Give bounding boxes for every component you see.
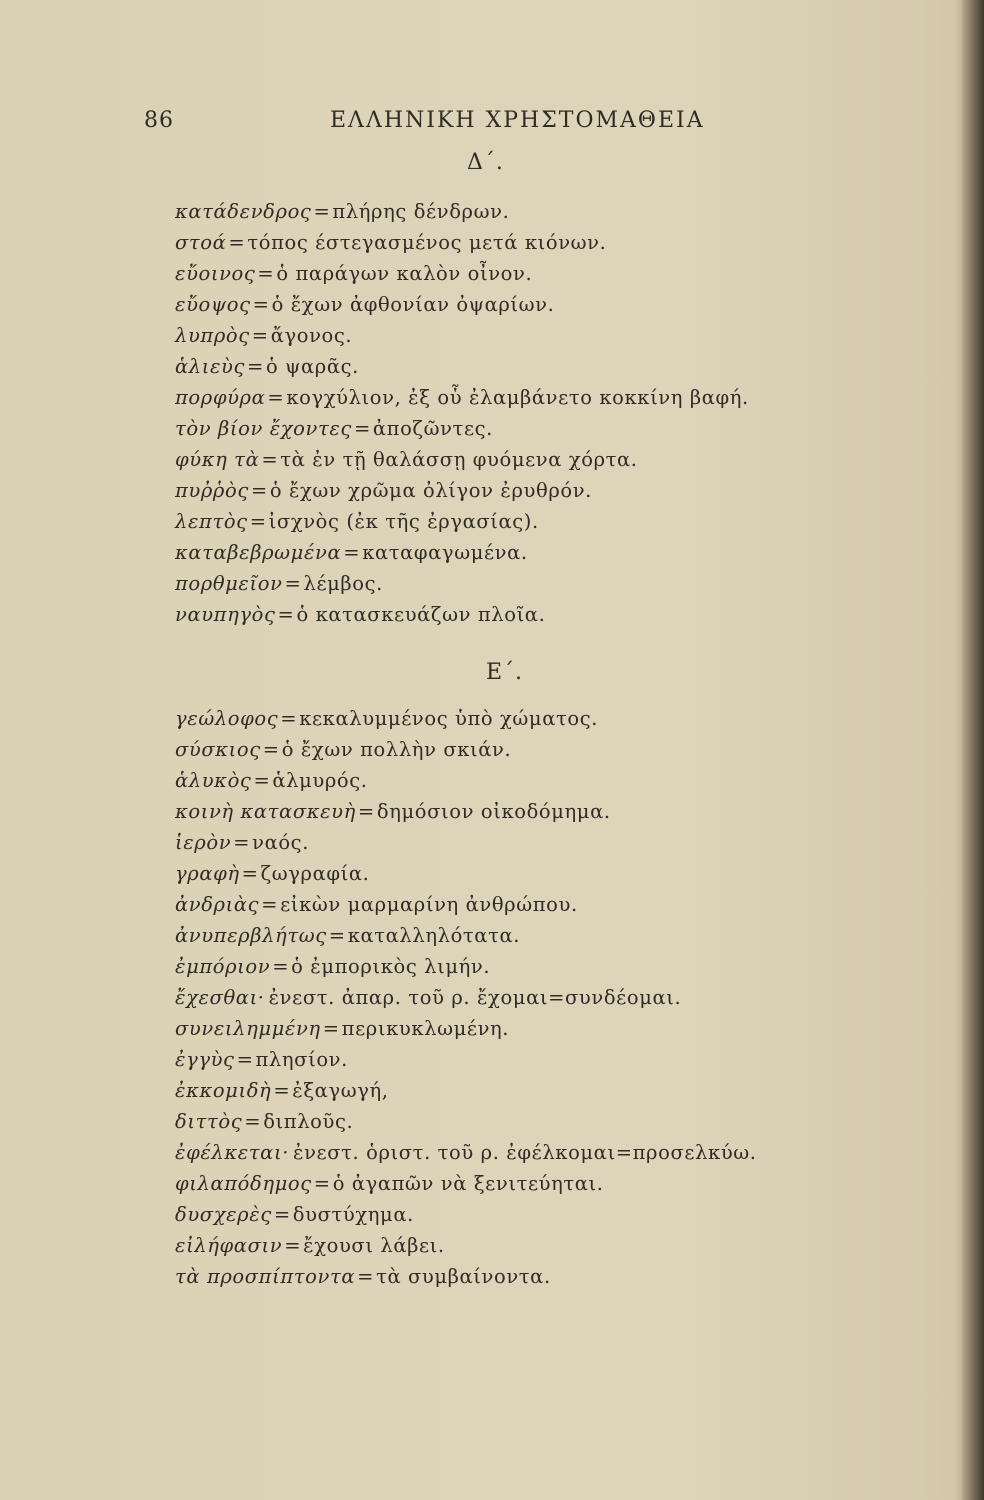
entry-term: ἐκκομιδὴ [175, 1079, 272, 1102]
entry-definition: ναός. [252, 831, 310, 854]
entry-term: γεώλοφος [175, 707, 279, 730]
entry-definition: κογχύλιον, ἐξ οὗ ἐλαμβάνετο κοκκίνη βαφή. [286, 386, 749, 409]
entry-definition: τόπος έστεγασμένος μετά κιόνων. [247, 231, 607, 254]
entry-separator: = [280, 707, 298, 730]
entry-term: πορθμεῖον [175, 572, 283, 595]
glossary-entry [175, 382, 749, 413]
glossary-entry [175, 1075, 757, 1106]
entry-separator: = [273, 1079, 291, 1102]
entry-definition: καταφαγωμένα. [362, 541, 528, 564]
entry-term: συνειλημμένη [175, 1017, 321, 1040]
glossary-entry [175, 796, 757, 827]
glossary-entry [175, 1106, 757, 1137]
glossary-entry [175, 765, 757, 796]
glossary-entry [175, 444, 749, 475]
entry-definition: ἐνεστ. ὁριστ. τοῦ ρ. ἐφέλκομαι=προσελκύω. [293, 1141, 757, 1164]
entry-definition: διπλοῦς. [263, 1110, 354, 1133]
entry-definition: καταλληλότατα. [347, 924, 521, 947]
entry-definition: ἄγονος. [270, 324, 353, 347]
entry-separator: = [261, 448, 279, 471]
entry-separator: = [249, 510, 267, 533]
glossary-entry [175, 920, 757, 951]
entry-definition: ἁλμυρός. [272, 769, 368, 792]
glossary-entry [175, 1137, 757, 1168]
glossary-entry [175, 475, 749, 506]
entry-term: τὸν βίον ἔχοντες [175, 417, 352, 440]
entry-term: φύκη τὰ [175, 448, 260, 471]
entry-term: λεπτὸς [175, 510, 248, 533]
entry-separator: = [247, 355, 264, 378]
entry-definition: λέμβος. [303, 572, 383, 595]
entry-term: εὔοινος [175, 262, 256, 285]
entry-separator: = [328, 924, 346, 947]
entry-separator: = [267, 386, 285, 409]
entry-separator: = [322, 1017, 340, 1040]
glossary-entry [175, 889, 757, 920]
glossary-entry [175, 599, 749, 630]
entry-term: πυῤῥὸς [175, 479, 249, 502]
entry-term: ἀνυπερβλήτως [175, 924, 327, 947]
entry-separator: = [357, 1265, 375, 1288]
entry-separator: = [261, 893, 279, 916]
glossary-entry [175, 227, 749, 258]
entry-separator: = [252, 293, 270, 316]
glossary-list-e [175, 703, 757, 1292]
entry-separator: = [284, 572, 302, 595]
entry-separator: = [353, 417, 371, 440]
entry-term: τὰ προσπίπτοντα [175, 1265, 356, 1288]
entry-definition: περικυκλωμένη. [341, 1017, 510, 1040]
glossary-entry [175, 351, 749, 382]
entry-separator: = [241, 862, 259, 885]
entry-term: κατάδενδρος [175, 200, 312, 223]
glossary-entry [175, 506, 749, 537]
entry-definition: ἔχουσι λάβει. [303, 1234, 445, 1257]
page-header [0, 108, 984, 138]
glossary-entry [175, 734, 757, 765]
entry-term: ναυπηγὸς [175, 603, 276, 626]
entry-definition: πλησίον. [255, 1048, 348, 1071]
entry-term: σύσκιος [175, 738, 261, 761]
entry-definition: ὁ παράγων καλὸν οἶνον. [276, 262, 533, 285]
entry-term: διττὸς [175, 1110, 243, 1133]
entry-definition: τὰ ἐν τῇ θαλάσσῃ φυόμενα χόρτα. [280, 448, 638, 471]
entry-separator: = [313, 200, 331, 223]
glossary-entry [175, 320, 749, 351]
glossary-entry [175, 1013, 757, 1044]
entry-separator: = [250, 479, 268, 502]
entry-separator: = [244, 1110, 262, 1133]
entry-term: ἔχεσθαι· [175, 986, 265, 1009]
entry-separator: = [313, 1172, 331, 1195]
entry-term: ἀνδριὰς [175, 893, 260, 916]
entry-separator: = [273, 1203, 291, 1226]
entry-definition: ὁ κατασκευάζων πλοῖα. [296, 603, 546, 626]
running-title: ΕΛΛΗΝΙΚΗ ΧΡΗΣΤΟΜΑΘΕΙΑ [330, 108, 705, 133]
entry-term: ἁλιεὺς [175, 355, 246, 378]
glossary-entry [175, 289, 749, 320]
page-edge-shadow [962, 0, 984, 1500]
entry-separator: = [251, 324, 269, 347]
entry-term: κοινὴ κατασκευὴ [175, 800, 356, 823]
entry-definition: δημόσιον οἰκοδόμημα. [376, 800, 611, 823]
section-heading-e: Ε΄. [486, 660, 524, 685]
glossary-list-d [175, 196, 749, 630]
glossary-entry [175, 568, 749, 599]
entry-separator: = [262, 738, 280, 761]
page-number: 86 [144, 108, 174, 133]
entry-definition: ὁ ἐμπορικὸς λιμήν. [291, 955, 491, 978]
entry-definition: εἰκὼν μαρμαρίνη ἀνθρώπου. [280, 893, 578, 916]
entry-separator: = [253, 769, 271, 792]
entry-definition: ἐξαγωγή, [292, 1079, 389, 1102]
entry-term: λυπρὸς [175, 324, 250, 347]
entry-separator: = [357, 800, 375, 823]
entry-definition: ἐνεστ. ἀπαρ. τοῦ ρ. ἔχομαι=συνδέομαι. [268, 986, 682, 1009]
entry-term: φιλαπόδημος [175, 1172, 312, 1195]
glossary-entry [175, 1261, 757, 1292]
entry-term: εἰλήφασιν [175, 1234, 283, 1257]
glossary-entry [175, 858, 757, 889]
glossary-entry [175, 982, 757, 1013]
glossary-entry [175, 1199, 757, 1230]
glossary-entry [175, 951, 757, 982]
glossary-entry [175, 413, 749, 444]
entry-separator: = [233, 831, 251, 854]
entry-term: ἐμπόριον [175, 955, 271, 978]
entry-definition: ὁ ἔχων χρῶμα ὀλίγον ἐρυθρόν. [269, 479, 592, 502]
entry-definition: ὁ ἀγαπῶν νὰ ξενιτεύηται. [332, 1172, 604, 1195]
entry-term: ἱερὸν [175, 831, 232, 854]
glossary-entry [175, 827, 757, 858]
entry-term: πορφύρα [175, 386, 266, 409]
entry-term: εὔοψος [175, 293, 251, 316]
entry-term: γραφὴ [175, 862, 240, 885]
entry-separator: = [284, 1234, 302, 1257]
glossary-entry [175, 258, 749, 289]
glossary-entry [175, 1230, 757, 1261]
entry-separator: = [343, 541, 361, 564]
entry-definition: δυστύχημα. [292, 1203, 414, 1226]
glossary-entry [175, 703, 757, 734]
entry-definition: ὁ ψαρᾶς. [265, 355, 359, 378]
glossary-entry [175, 1168, 757, 1199]
entry-definition: ὁ ἔχων πολλὴν σκιάν. [281, 738, 512, 761]
entry-definition: ζωγραφία. [260, 862, 370, 885]
entry-separator: = [236, 1048, 254, 1071]
entry-definition: πλήρης δένδρων. [332, 200, 510, 223]
section-heading-d: Δ΄. [467, 150, 504, 175]
entry-separator: = [277, 603, 295, 626]
entry-term: ἐγγὺς [175, 1048, 235, 1071]
entry-term: καταβεβρωμένα [175, 541, 342, 564]
entry-definition: τὰ συμβαίνοντα. [376, 1265, 551, 1288]
entry-separator: = [228, 231, 246, 254]
entry-definition: ἀποζῶντες. [372, 417, 493, 440]
entry-separator: = [257, 262, 275, 285]
entry-term: δυσχερὲς [175, 1203, 272, 1226]
entry-definition: ἰσχνὸς (ἐκ τῆς ἐργασίας). [268, 510, 539, 533]
entry-definition: κεκαλυμμένος ὑπὸ χώματος. [299, 707, 599, 730]
entry-definition: ὁ ἔχων ἀφθονίαν ὀψαρίων. [271, 293, 555, 316]
entry-term: στοά [175, 231, 227, 254]
entry-term: ἁλυκὸς [175, 769, 252, 792]
glossary-entry [175, 196, 749, 227]
entry-term: ἐφέλκεται· [175, 1141, 289, 1164]
glossary-entry [175, 1044, 757, 1075]
glossary-entry [175, 537, 749, 568]
entry-separator: = [272, 955, 290, 978]
